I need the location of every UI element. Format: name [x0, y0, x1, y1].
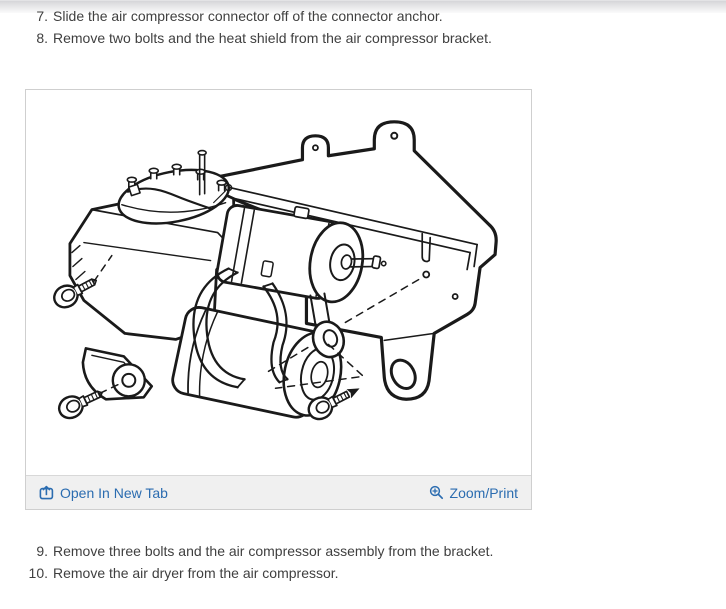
heat-shield-foot [83, 348, 152, 399]
step-10 [26, 562, 493, 584]
step-number: 8. [36, 30, 48, 46]
figure-card [25, 89, 532, 510]
instruction-steps-bottom [26, 540, 493, 584]
zoom-print-link[interactable] [429, 485, 518, 501]
air-compressor-diagram [26, 90, 531, 475]
open-in-new-tab-link[interactable] [39, 485, 168, 501]
step-text: Remove the air dryer from the air compressor. [53, 565, 339, 581]
magnifier-plus-icon[interactable] [429, 485, 444, 500]
figure-footer [26, 475, 531, 509]
zoom-print-label[interactable]: Zoom/Print [449, 484, 518, 501]
step-text: Remove three bolts and the air compressor assembly from the bracket. [53, 543, 494, 559]
step-9 [26, 540, 493, 562]
step-number: 7. [36, 8, 48, 24]
step-number: 9. [36, 543, 48, 559]
open-in-new-tab-label[interactable]: Open In New Tab [60, 484, 168, 501]
open-in-new-tab-icon[interactable] [39, 485, 54, 500]
step-text: Remove two bolts and the heat shield from the air compressor bracket. [53, 30, 492, 46]
figure-drawing [26, 90, 531, 475]
step-number: 10. [28, 565, 48, 581]
step-text: Slide the air compressor connector off of the connector anchor. [53, 8, 443, 24]
instruction-steps-top [26, 5, 492, 49]
step-7 [26, 5, 492, 27]
step-8 [26, 27, 492, 49]
